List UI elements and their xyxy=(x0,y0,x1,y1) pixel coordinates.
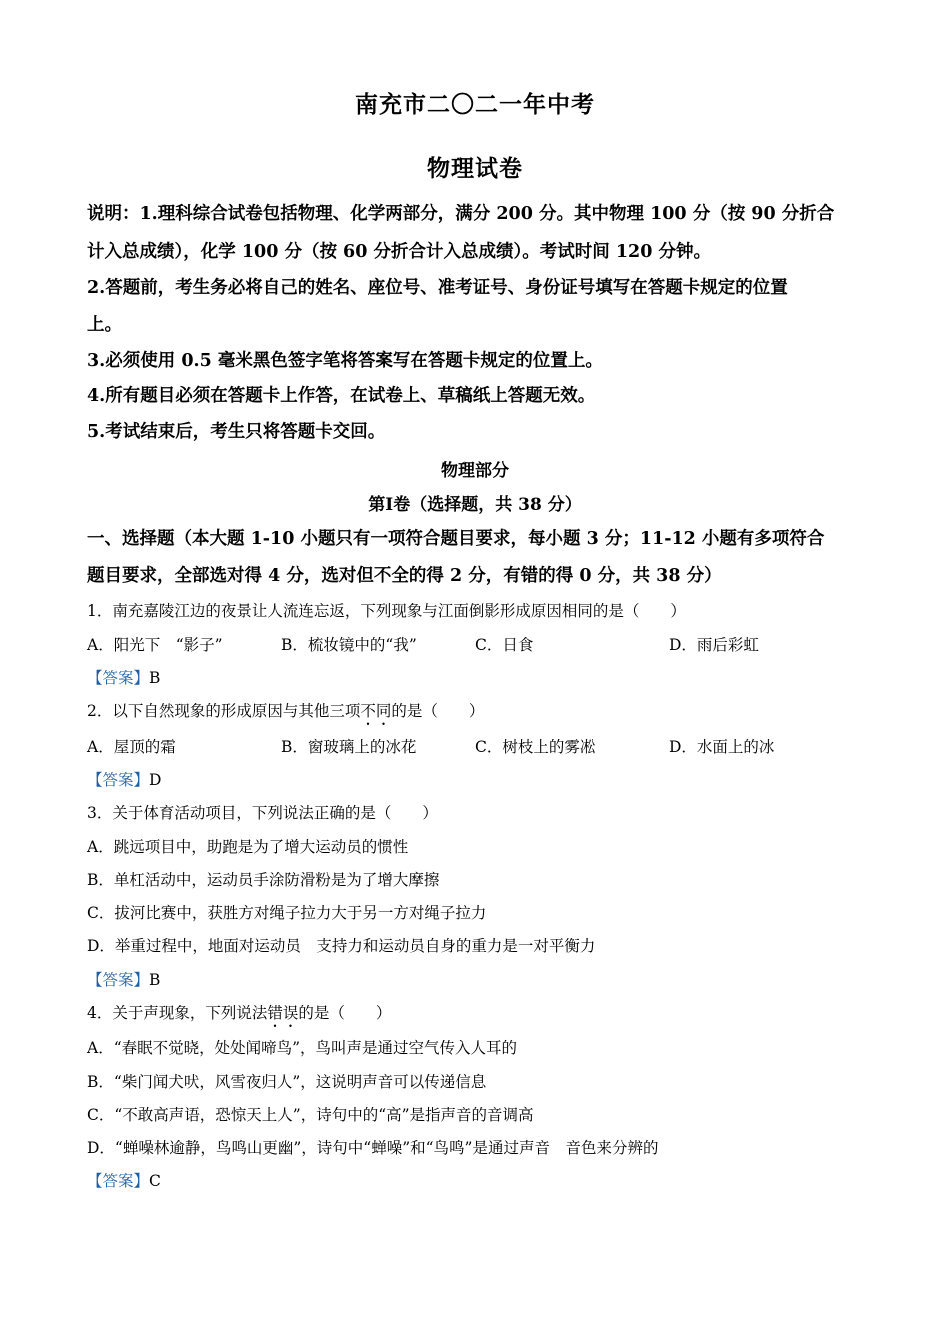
instruction-line: 计入总成绩），化学 100 分（按 60 分折合计入总成绩）。考试时间 120 分钟。 xyxy=(87,242,711,262)
exam-title: 南充市二〇二一年中考 xyxy=(355,91,595,118)
answer-line xyxy=(87,1169,161,1191)
answer-tag: 【答案】 xyxy=(87,669,150,687)
instruction-line: 说明：1.理科综合试卷包括物理、化学两部分，满分 200 分。其中物理 100 分（按 90 分折合 xyxy=(87,204,835,224)
option-c: C．日食 xyxy=(475,636,534,654)
answer-tag: 【答案】 xyxy=(87,1172,150,1190)
option-a: A．屋顶的霜 xyxy=(87,738,176,756)
option-c: C．树枝上的雾凇 xyxy=(475,738,596,756)
instruction-line: 5.考试结束后，考生只将答题卡交回。 xyxy=(87,422,386,442)
option-c: C．拔河比赛中，获胜方对绳子拉力大于另一方对绳子拉力 xyxy=(87,904,487,922)
answer-value: B xyxy=(149,971,161,989)
stem-text: 2．以下自然现象的形成原因与其他三项 xyxy=(87,702,361,720)
instruction-line: 3.必须使用 0.5 毫米黑色签字笔将答案写在答题卡规定的位置上。 xyxy=(87,351,603,371)
instruction-line: 2.答题前，考生务必将自己的姓名、座位号、准考证号、身份证号填写在答题卡规定的位置 xyxy=(87,278,788,298)
answer-value: B xyxy=(149,669,161,687)
instruction-line: 4.所有题目必须在答题卡上作答，在试卷上、草稿纸上答题无效。 xyxy=(87,386,596,406)
option-b: B．梳妆镜中的“我” xyxy=(281,636,417,654)
answer-tag: 【答案】 xyxy=(87,971,150,989)
option-a: A．“春眠不觉晓，处处闻啼鸟”，鸟叫声是通过空气传入人耳的 xyxy=(87,1039,518,1057)
section-heading: 题目要求，全部选对得 4 分，选对但不全的得 2 分，有错的得 0 分，共 38 分） xyxy=(87,566,722,586)
answer-value: C xyxy=(149,1172,161,1190)
exam-subtitle: 物理试卷 xyxy=(427,155,523,182)
option-c: C．“不敢高声语，恐惊天上人”，诗句中的“高”是指声音的音调高 xyxy=(87,1106,534,1124)
part-title: 物理部分 xyxy=(441,461,509,481)
option-d: D．“蝉噪林逾静，鸟鸣山更幽”，诗句中“蝉噪”和“鸟鸣”是通过声音 音色来分辨的 xyxy=(87,1139,659,1157)
question-stem: 3．关于体育活动项目，下列说法正确的是（ ） xyxy=(87,804,438,822)
option-a: A．跳远项目中，助跑是为了增大运动员的惯性 xyxy=(87,838,409,856)
option-d: D．举重过程中，地面对运动员 支持力和运动员自身的重力是一对平衡力 xyxy=(87,937,596,955)
stem-text: 的是（ ） xyxy=(391,702,485,720)
option-b: B．“柴门闻犬吠，风雪夜归人”，这说明声音可以传递信息 xyxy=(87,1073,487,1091)
option-d: D．水面上的冰 xyxy=(669,738,775,756)
answer-line xyxy=(87,768,161,790)
emphasis-text: 不同 xyxy=(360,702,392,720)
option-b: B．单杠活动中，运动员手涂防滑粉是为了增大摩擦 xyxy=(87,871,440,889)
instruction-line: 上。 xyxy=(87,315,122,335)
question-stem xyxy=(87,699,484,729)
emphasis-text: 错误 xyxy=(267,1004,299,1022)
question-stem: 1．南充嘉陵江边的夜景让人流连忘返，下列现象与江面倒影形成原因相同的是（ ） xyxy=(87,602,686,620)
stem-text: 的是（ ） xyxy=(298,1004,392,1022)
option-a: A．阳光下 “影子” xyxy=(87,636,223,654)
stem-text: 4．关于声现象，下列说法 xyxy=(87,1004,268,1022)
option-b: B．窗玻璃上的冰花 xyxy=(281,738,417,756)
question-stem xyxy=(87,1001,391,1031)
answer-value: D xyxy=(149,771,162,789)
option-d: D．雨后彩虹 xyxy=(669,636,759,654)
volume-title: 第Ⅰ卷（选择题，共 38 分） xyxy=(368,495,582,515)
answer-line xyxy=(87,666,160,688)
answer-line xyxy=(87,968,160,990)
section-heading: 一、选择题（本大题 1-10 小题只有一项符合题目要求，每小题 3 分；11-12 小题有多项符合 xyxy=(87,529,825,549)
answer-tag: 【答案】 xyxy=(87,771,150,789)
